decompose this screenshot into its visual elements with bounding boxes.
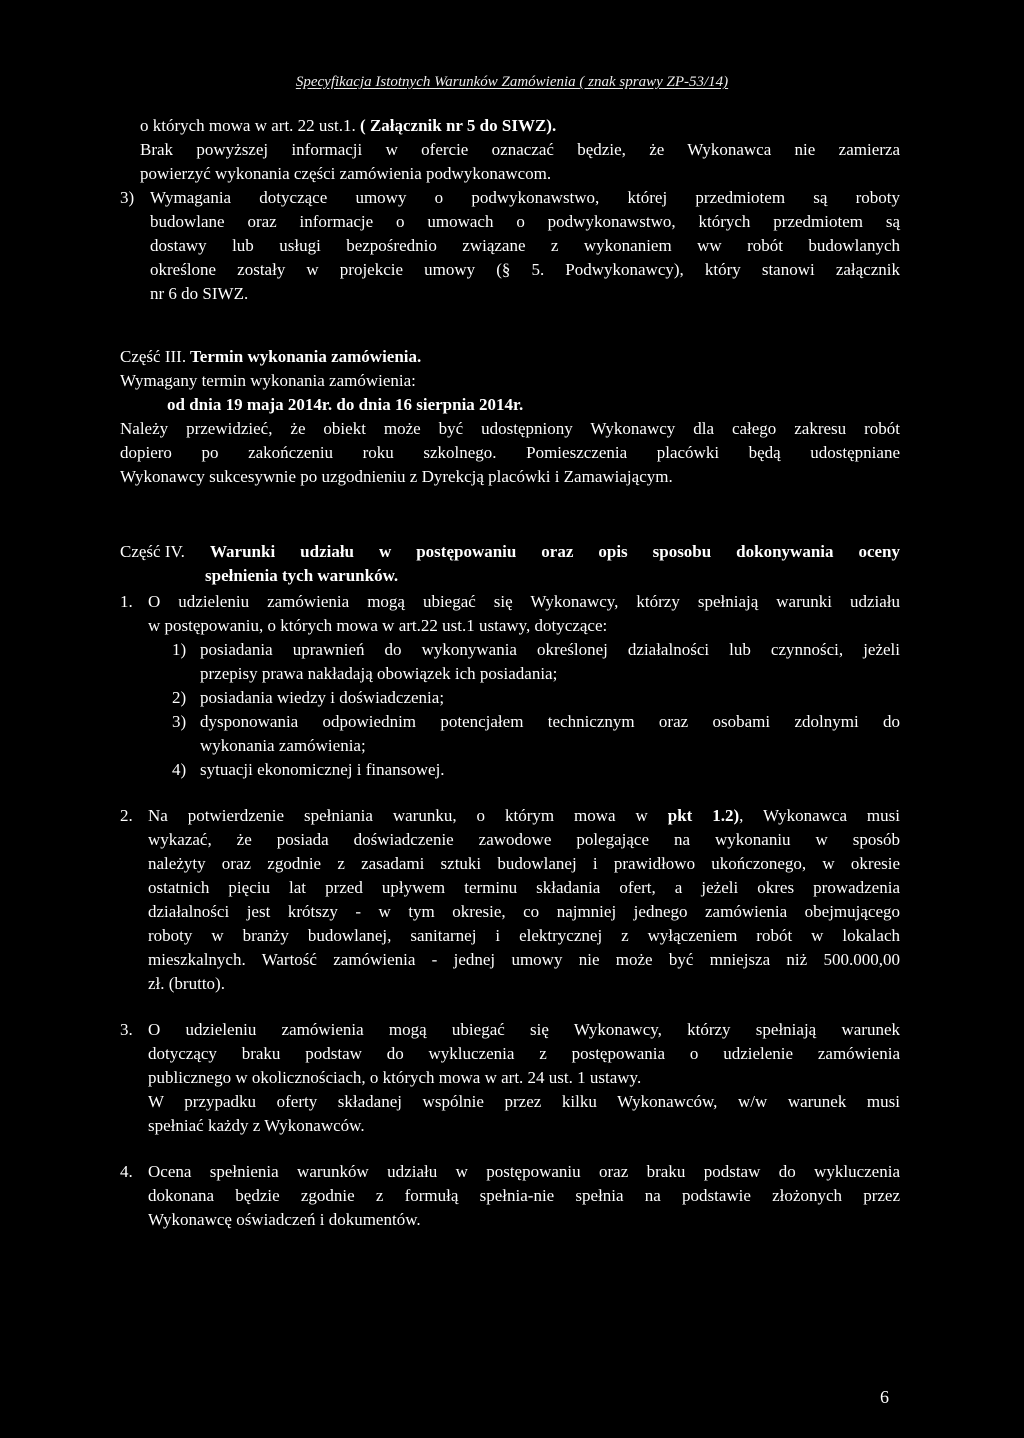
part-4-section: Część IV. Warunki udziału w postępowaniu oraz opis sposobu dokonywania oceny spełnienia tych warunków. 1. O udzieleniu zamówienia mogą ubiegać się Wykonawcy, którzy spełniają warunki udziału w postępowaniu, o których mowa w art.22 ust.1 ustawy, dotyczące: 1) posiadania uprawnień do wykonywania określonej działalności lub czynności, jeżeli przepisy prawa nakładają obowiązek ich posiadania; 2) posiadania wiedzy i doświadczenia; 3) dysponowania odpowiednim potencjałem technicznym oraz osobami zdolnymi do wykonania zamówienia; 4) sytuacji ekonomicznej i finansowej. 2. Na potwierdzenie spełniania warunku, o którym mowa w pkt 1.2), Wykonawca musi wykazać, że posiada doświadczenie zawodowe polegające na wykonaniu w sposób należyty oraz zgodnie z zasadami sztuki budowlanej i prawidłowo ukończonego, w okresie ostatnich pięciu lat przed upływem terminu składania ofert, a jeżeli okres prowadzenia działalności jest krótszy - w tym okresie, co najmniej jednego zamówienia obejmującego roboty w branży budowlanej, sanitarnej i elektrycznej z wyłączeniem robót w lokalach mieszkalnych. Wartość zamówienia - jednej umowy nie może być mniejsza niż 500.000,00 zł. (brutto). 3. O udzieleniu zamówienia mogą ubiegać się Wykonawcy, którzy spełniają warunek dotyczący braku podstaw do wykluczenia z postępowania o udzielenie zamówienia publicznego w okolicznościach, o których mowa w art. 24 ust. 1 ustawy. W przypadku oferty składanej wspólnie przez kilku Wykonawców, w/w warunek musi spełniać każdy z Wykonawców. 4. Ocena spełnienia warunków udziału w postępowaniu oraz braku podstaw do wykluczenia dokonana będzie zgodnie z formułą spełnia-nie spełnia na podstawie złożonych przez Wykonawcę oświadczeń i dokumentów.: [120, 540, 900, 1232]
intro-paragraph: [140, 114, 900, 186]
part-3-dates: od dnia 19 maja 2014r. do dnia 16 sierpnia 2014r.: [167, 395, 524, 414]
section-3: 3. O udzieleniu zamówienia mogą ubiegać się Wykonawcy, którzy spełniają warunek dotyczący braku podstaw do wykluczenia z postępowania o udzielenie zamówienia publicznego w okolicznościach, o których mowa w art. 24 ust. 1 ustawy. W przypadku oferty składanej wspólnie przez kilku Wykonawców, w/w warunek musi spełniać każdy z Wykonawców.: [120, 1020, 900, 1135]
list-item: 4) sytuacji ekonomicznej i finansowej.: [172, 760, 445, 779]
part-4-heading: Część IV. Warunki udziału w postępowaniu oraz opis sposobu dokonywania oceny: [120, 542, 900, 561]
section-2: 2. Na potwierdzenie spełniania warunku, o którym mowa w pkt 1.2), Wykonawca musi wykazać, że posiada doświadczenie zawodowe polegające na wykonaniu w sposób należyty oraz zgodnie z zasadami sztuki budowlanej i prawidłowo ukończonego, w okresie ostatnich pięciu lat przed upływem terminu składania ofert, a jeżeli okres prowadzenia działalności jest krótszy - w tym okresie, co najmniej jednego zamówienia obejmującego roboty w branży budowlanej, sanitarnej i elektrycznej z wyłączeniem robót w lokalach mieszkalnych. Wartość zamówienia - jednej umowy nie może być mniejsza niż 500.000,00 zł. (brutto).: [120, 806, 900, 993]
section-1-list: 1) posiadania uprawnień do wykonywania określonej działalności lub czynności, jeżeli przepisy prawa nakładają obowiązek ich posiadania; 2) posiadania wiedzy i doświadczenia; 3) dysponowania odpowiednim potencjałem technicznym oraz osobami zdolnymi do wykonania zamówienia; 4) sytuacji ekonomicznej i finansowej.: [172, 638, 900, 782]
running-header: Specyfikacja Istotnych Warunków Zamówienia ( znak sprawy ZP-53/14): [295, 74, 729, 90]
annex-5-reference: ( Załącznik nr 5 do SIWZ).: [360, 116, 557, 135]
intro-line-2: Brak powyższej informacji w ofercie oznaczać będzie, że Wykonawca nie zamierza: [140, 140, 900, 159]
page-number: 6: [880, 1387, 889, 1407]
part-3-heading: Część III. Termin wykonania zamówienia.: [120, 347, 422, 366]
section-4: 4. Ocena spełnienia warunków udziału w postępowaniu oraz braku podstaw do wykluczenia dokonana będzie zgodnie z formułą spełnia-nie spełnia na podstawie złożonych przez Wykonawcę oświadczeń i dokumentów.: [120, 1162, 900, 1229]
section-1: 1. O udzieleniu zamówienia mogą ubiegać się Wykonawcy, którzy spełniają warunki udziału: [120, 592, 900, 611]
list-item: 2) posiadania wiedzy i doświadczenia;: [172, 688, 445, 707]
item-3-subcontracting: 3) Wymagania dotyczące umowy o podwykonawstwo, której przedmiotem są roboty budowlane oraz informacje o umowach o podwykonawstwo, których przedmiotem są dostawy lub usługi bezpośrednio związane z wykonaniem ww robót budowlanych określone zostały w projekcie umowy (§ 5. Podwykonawcy), który stanowi załącznik nr 6 do SIWZ.: [120, 188, 900, 303]
list-item: 3) dysponowania odpowiednim potencjałem technicznym oraz osobami zdolnymi do: [172, 712, 900, 731]
intro-line-3: powierzyć wykonania części zamówienia podwykonawcom.: [140, 164, 552, 183]
intro-line-1: o których mowa w art. 22 ust.1. ( Załącznik nr 5 do SIWZ).: [140, 116, 557, 135]
part-3-section: Część III. Termin wykonania zamówienia. Wymagany termin wykonania zamówienia: od dnia 19 maja 2014r. do dnia 16 sierpnia 2014r. Należy przewidzieć, że obiekt może być udostępniony Wykonawcy dla całego zakresu robót dopiero po zakończeniu roku szkolnego. Pomieszczenia placówki będą udostępniane Wykonawcy sukcesywnie po uzgodnieniu z Dyrekcją placówki i Zamawiającym.: [120, 347, 900, 486]
part-3-subheading: Wymagany termin wykonania zamówienia:: [120, 371, 416, 390]
list-item: 1) posiadania uprawnień do wykonywania określonej działalności lub czynności, jeżeli: [172, 640, 900, 659]
item-number: 3): [120, 188, 135, 207]
